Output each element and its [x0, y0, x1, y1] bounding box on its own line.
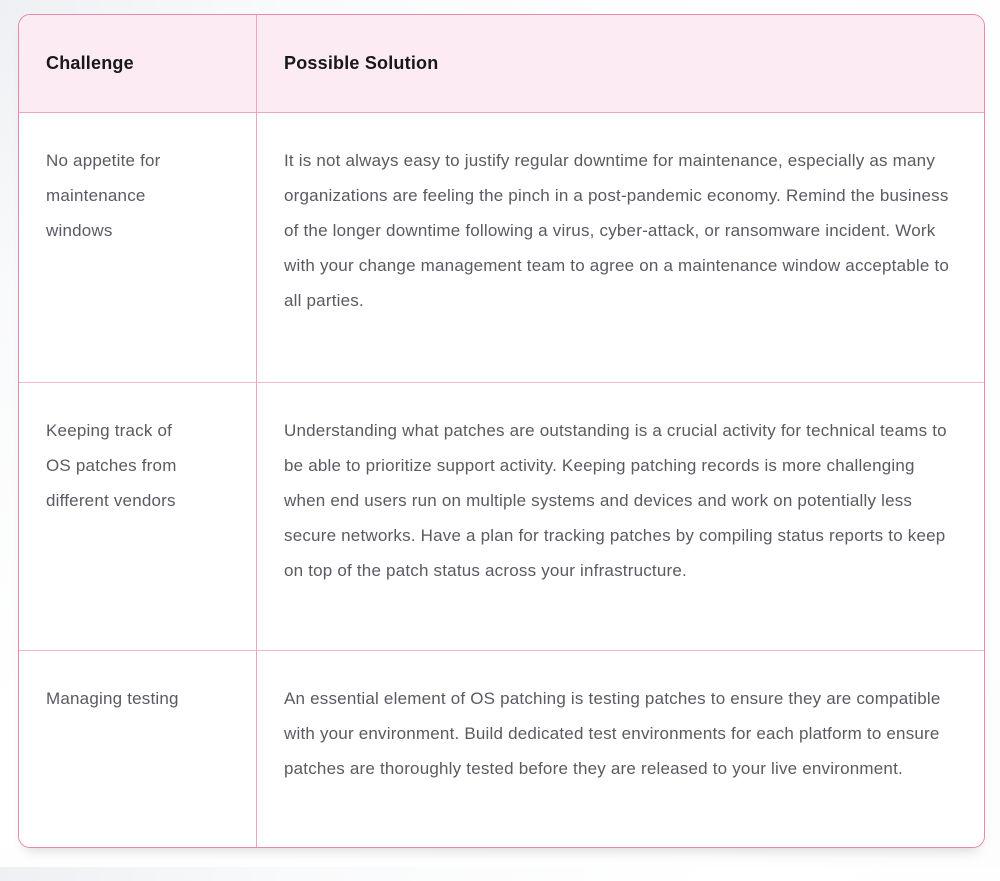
table-row: [19, 382, 984, 650]
challenge-cell: [19, 383, 256, 650]
table-row: [19, 113, 984, 382]
challenge-text: No appetite for maintenance windows: [46, 151, 161, 240]
solution-text: An essential element of OS patching is testing patches to ensure they are compatible with your environment. Build dedicated test environments for each platform to ensure patches are thoroughly tested before they are released to your live environment.: [284, 689, 941, 778]
solution-cell: [256, 383, 984, 650]
solution-text: Understanding what patches are outstanding is a crucial activity for technical teams to be able to prioritize support activity. Keeping patching records is more challenging when end users run on multiple systems and devices and work on potentially less secure networks. Have a plan for tracking patches by compiling status reports to keep on top of the patch status across your infrastructure.: [284, 421, 947, 580]
challenge-text: Keeping track of OS patches from different vendors: [46, 421, 177, 510]
challenges-solutions-table: [18, 14, 985, 848]
solution-cell: [256, 113, 984, 382]
column-header-possible-solution-label: Possible Solution: [284, 53, 439, 73]
solution-text: It is not always easy to justify regular downtime for maintenance, especially as many organizations are feeling the pinch in a post-pandemic economy. Remind the business of the longer downtime following a virus, cyber-attack, or ransomware incident. Work with your change management team to agree on a maintenance window acceptable to all parties.: [284, 151, 950, 310]
challenge-cell: [19, 651, 256, 847]
column-header-challenge-label: Challenge: [46, 53, 134, 73]
column-header-challenge: [19, 15, 256, 112]
column-header-possible-solution: [256, 15, 984, 112]
challenge-cell: [19, 113, 256, 382]
solution-cell: [256, 651, 984, 847]
table-header-row: [19, 15, 984, 113]
table-row: [19, 650, 984, 847]
challenge-text: Managing testing: [46, 689, 179, 708]
